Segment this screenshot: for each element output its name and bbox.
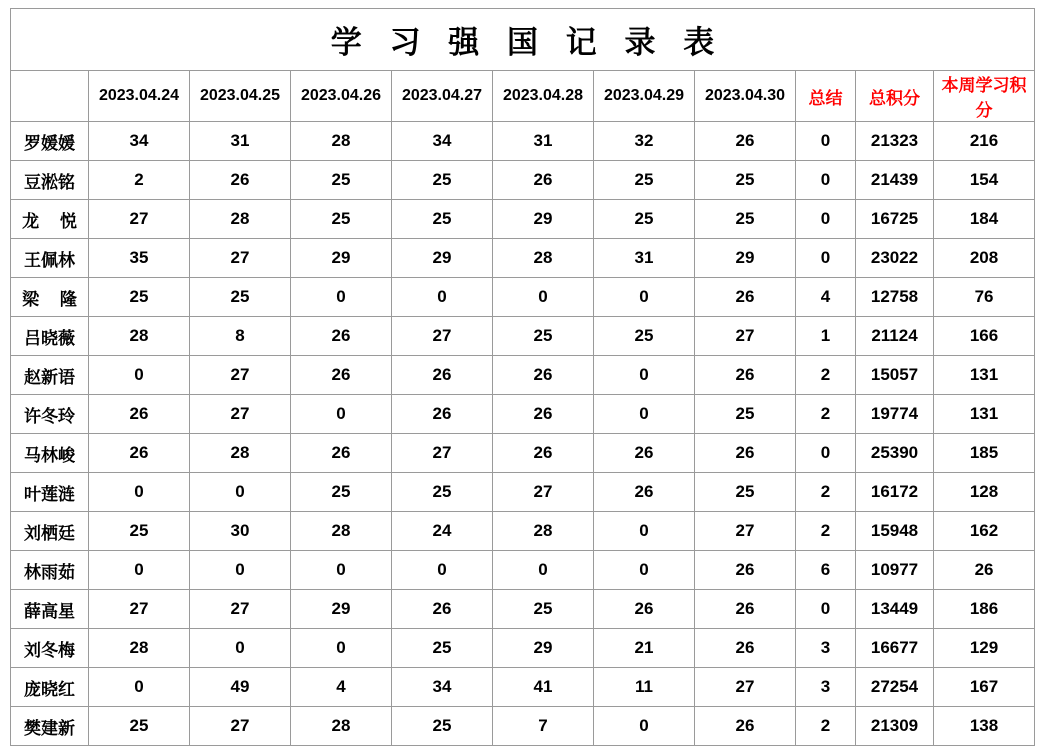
day-score-cell[interactable]: 27 — [695, 668, 796, 707]
day-score-cell[interactable]: 26 — [695, 590, 796, 629]
total-points-cell[interactable]: 16172 — [856, 473, 934, 512]
row-name-cell[interactable]: 王佩林 — [11, 239, 89, 278]
column-header-summary: 总结 — [796, 71, 856, 122]
week-points-cell[interactable]: 162 — [934, 512, 1035, 551]
day-score-cell[interactable]: 26 — [695, 434, 796, 473]
day-score-cell[interactable]: 25 — [392, 473, 493, 512]
week-points-cell[interactable]: 184 — [934, 200, 1035, 239]
summary-cell[interactable]: 0 — [796, 122, 856, 161]
day-score-cell[interactable]: 26 — [493, 356, 594, 395]
day-score-cell[interactable]: 27 — [190, 356, 291, 395]
table-row — [11, 356, 1035, 395]
day-score-cell[interactable]: 31 — [493, 122, 594, 161]
table-row — [11, 122, 1035, 161]
day-score-cell[interactable]: 28 — [291, 512, 392, 551]
day-score-cell[interactable]: 28 — [190, 200, 291, 239]
summary-cell[interactable]: 2 — [796, 473, 856, 512]
total-points-cell[interactable]: 12758 — [856, 278, 934, 317]
day-score-cell[interactable]: 29 — [291, 239, 392, 278]
total-points-cell[interactable]: 27254 — [856, 668, 934, 707]
day-score-cell[interactable]: 27 — [493, 473, 594, 512]
study-record-table — [10, 8, 1035, 746]
total-points-cell[interactable]: 23022 — [856, 239, 934, 278]
summary-cell[interactable]: 0 — [796, 434, 856, 473]
day-score-cell[interactable]: 2 — [89, 161, 190, 200]
week-points-cell[interactable]: 76 — [934, 278, 1035, 317]
day-score-cell[interactable]: 0 — [89, 551, 190, 590]
day-score-cell[interactable]: 28 — [89, 629, 190, 668]
day-score-cell[interactable]: 26 — [695, 356, 796, 395]
week-points-cell[interactable]: 216 — [934, 122, 1035, 161]
day-score-cell[interactable]: 28 — [190, 434, 291, 473]
day-score-cell[interactable]: 0 — [291, 278, 392, 317]
row-name-cell[interactable]: 叶莲涟 — [11, 473, 89, 512]
summary-cell[interactable]: 4 — [796, 278, 856, 317]
summary-cell[interactable]: 0 — [796, 200, 856, 239]
day-score-cell[interactable]: 26 — [594, 434, 695, 473]
total-points-cell[interactable]: 21439 — [856, 161, 934, 200]
total-points-cell[interactable]: 13449 — [856, 590, 934, 629]
day-score-cell[interactable]: 29 — [291, 590, 392, 629]
day-score-cell[interactable]: 27 — [190, 707, 291, 746]
day-score-cell[interactable]: 8 — [190, 317, 291, 356]
day-score-cell[interactable]: 25 — [291, 473, 392, 512]
day-score-cell[interactable]: 0 — [594, 395, 695, 434]
day-score-cell[interactable]: 0 — [89, 356, 190, 395]
day-score-cell[interactable]: 26 — [291, 317, 392, 356]
day-score-cell[interactable]: 26 — [291, 356, 392, 395]
day-score-cell[interactable]: 29 — [493, 200, 594, 239]
row-name-cell[interactable]: 许冬玲 — [11, 395, 89, 434]
day-score-cell[interactable]: 26 — [392, 590, 493, 629]
day-score-cell[interactable]: 26 — [594, 473, 695, 512]
day-score-cell[interactable]: 30 — [190, 512, 291, 551]
table-row — [11, 707, 1035, 746]
table-row — [11, 200, 1035, 239]
column-header-date-5: 2023.04.28 — [493, 71, 594, 122]
row-name-cell[interactable]: 豆淞铭 — [11, 161, 89, 200]
day-score-cell[interactable]: 34 — [392, 668, 493, 707]
table-row — [11, 395, 1035, 434]
column-header-date-1: 2023.04.24 — [89, 71, 190, 122]
row-name-cell[interactable]: 薛高星 — [11, 590, 89, 629]
day-score-cell[interactable]: 27 — [695, 512, 796, 551]
summary-cell[interactable]: 2 — [796, 395, 856, 434]
day-score-cell[interactable]: 27 — [392, 317, 493, 356]
day-score-cell[interactable]: 25 — [695, 161, 796, 200]
title-row — [11, 9, 1035, 71]
total-points-cell[interactable]: 10977 — [856, 551, 934, 590]
total-points-cell[interactable]: 16677 — [856, 629, 934, 668]
day-score-cell[interactable]: 25 — [392, 161, 493, 200]
column-header-total-points: 总积分 — [856, 71, 934, 122]
day-score-cell[interactable]: 34 — [392, 122, 493, 161]
table-row — [11, 590, 1035, 629]
day-score-cell[interactable]: 29 — [493, 629, 594, 668]
day-score-cell[interactable]: 25 — [594, 200, 695, 239]
row-name-cell[interactable]: 刘栖廷 — [11, 512, 89, 551]
page-title: 学 习 强 国 记 录 表 — [11, 9, 1035, 71]
day-score-cell[interactable]: 26 — [493, 161, 594, 200]
column-header-name — [11, 71, 89, 122]
day-score-cell[interactable]: 25 — [291, 200, 392, 239]
day-score-cell[interactable]: 0 — [291, 395, 392, 434]
day-score-cell[interactable]: 25 — [89, 278, 190, 317]
day-score-cell[interactable]: 31 — [594, 239, 695, 278]
summary-cell[interactable]: 2 — [796, 512, 856, 551]
day-score-cell[interactable]: 7 — [493, 707, 594, 746]
row-name-cell[interactable]: 龙 悦 — [11, 200, 89, 239]
table-row — [11, 161, 1035, 200]
day-score-cell[interactable]: 27 — [89, 200, 190, 239]
day-score-cell[interactable]: 11 — [594, 668, 695, 707]
total-points-cell[interactable]: 15057 — [856, 356, 934, 395]
day-score-cell[interactable]: 21 — [594, 629, 695, 668]
week-points-cell[interactable]: 129 — [934, 629, 1035, 668]
day-score-cell[interactable]: 26 — [89, 395, 190, 434]
week-points-cell[interactable]: 167 — [934, 668, 1035, 707]
column-header-week-points: 本周学习积分 — [934, 71, 1035, 122]
day-score-cell[interactable]: 26 — [695, 629, 796, 668]
day-score-cell[interactable]: 32 — [594, 122, 695, 161]
row-name-cell[interactable]: 罗媛媛 — [11, 122, 89, 161]
row-name-cell[interactable]: 庞晓红 — [11, 668, 89, 707]
week-points-cell[interactable]: 186 — [934, 590, 1035, 629]
total-points-cell[interactable]: 15948 — [856, 512, 934, 551]
day-score-cell[interactable]: 29 — [392, 239, 493, 278]
summary-cell[interactable]: 3 — [796, 629, 856, 668]
week-points-cell[interactable]: 154 — [934, 161, 1035, 200]
total-points-cell[interactable]: 19774 — [856, 395, 934, 434]
week-points-cell[interactable]: 185 — [934, 434, 1035, 473]
day-score-cell[interactable]: 29 — [695, 239, 796, 278]
week-points-cell[interactable]: 131 — [934, 395, 1035, 434]
day-score-cell[interactable]: 0 — [89, 668, 190, 707]
day-score-cell[interactable]: 31 — [190, 122, 291, 161]
day-score-cell[interactable]: 25 — [392, 200, 493, 239]
row-name-cell[interactable]: 樊建新 — [11, 707, 89, 746]
day-score-cell[interactable]: 25 — [594, 161, 695, 200]
day-score-cell[interactable]: 25 — [291, 161, 392, 200]
total-points-cell[interactable]: 21309 — [856, 707, 934, 746]
table-body — [11, 9, 1035, 746]
day-score-cell[interactable]: 25 — [695, 473, 796, 512]
day-score-cell[interactable]: 0 — [594, 551, 695, 590]
row-name-cell[interactable]: 林雨茹 — [11, 551, 89, 590]
day-score-cell[interactable]: 25 — [392, 629, 493, 668]
week-points-cell[interactable]: 208 — [934, 239, 1035, 278]
day-score-cell[interactable]: 0 — [291, 629, 392, 668]
summary-cell[interactable]: 3 — [796, 668, 856, 707]
day-score-cell[interactable]: 27 — [695, 317, 796, 356]
day-score-cell[interactable]: 25 — [493, 317, 594, 356]
day-score-cell[interactable]: 27 — [190, 239, 291, 278]
day-score-cell[interactable]: 0 — [493, 278, 594, 317]
day-score-cell[interactable]: 25 — [594, 317, 695, 356]
table-row — [11, 434, 1035, 473]
day-score-cell[interactable]: 49 — [190, 668, 291, 707]
week-points-cell[interactable]: 128 — [934, 473, 1035, 512]
day-score-cell[interactable]: 0 — [392, 551, 493, 590]
table-row — [11, 239, 1035, 278]
row-name-cell[interactable]: 马林峻 — [11, 434, 89, 473]
week-points-cell[interactable]: 138 — [934, 707, 1035, 746]
week-points-cell[interactable]: 166 — [934, 317, 1035, 356]
day-score-cell[interactable]: 0 — [291, 551, 392, 590]
summary-cell[interactable]: 0 — [796, 161, 856, 200]
day-score-cell[interactable]: 28 — [89, 317, 190, 356]
week-points-cell[interactable]: 131 — [934, 356, 1035, 395]
day-score-cell[interactable]: 0 — [190, 629, 291, 668]
day-score-cell[interactable]: 27 — [190, 395, 291, 434]
row-name-cell[interactable]: 梁 隆 — [11, 278, 89, 317]
table-header-row — [11, 71, 1035, 122]
total-points-cell[interactable]: 21124 — [856, 317, 934, 356]
day-score-cell[interactable]: 0 — [594, 278, 695, 317]
day-score-cell[interactable]: 26 — [695, 707, 796, 746]
day-score-cell[interactable]: 25 — [392, 707, 493, 746]
table-row — [11, 278, 1035, 317]
day-score-cell[interactable]: 27 — [89, 590, 190, 629]
table-row — [11, 551, 1035, 590]
table-row — [11, 317, 1035, 356]
day-score-cell[interactable]: 0 — [594, 707, 695, 746]
table-row — [11, 668, 1035, 707]
summary-cell[interactable]: 6 — [796, 551, 856, 590]
day-score-cell[interactable]: 0 — [594, 356, 695, 395]
table-row — [11, 512, 1035, 551]
column-header-date-7: 2023.04.30 — [695, 71, 796, 122]
day-score-cell[interactable]: 25 — [695, 200, 796, 239]
day-score-cell[interactable]: 28 — [493, 512, 594, 551]
day-score-cell[interactable]: 26 — [89, 434, 190, 473]
day-score-cell[interactable]: 0 — [190, 473, 291, 512]
day-score-cell[interactable]: 26 — [493, 434, 594, 473]
table-row — [11, 629, 1035, 668]
summary-cell[interactable]: 0 — [796, 239, 856, 278]
column-header-date-3: 2023.04.26 — [291, 71, 392, 122]
day-score-cell[interactable]: 26 — [594, 590, 695, 629]
day-score-cell[interactable]: 25 — [695, 395, 796, 434]
day-score-cell[interactable]: 26 — [392, 395, 493, 434]
day-score-cell[interactable]: 0 — [594, 512, 695, 551]
column-header-date-4: 2023.04.27 — [392, 71, 493, 122]
day-score-cell[interactable]: 26 — [190, 161, 291, 200]
day-score-cell[interactable]: 24 — [392, 512, 493, 551]
day-score-cell[interactable]: 25 — [89, 707, 190, 746]
day-score-cell[interactable]: 27 — [392, 434, 493, 473]
column-header-date-2: 2023.04.25 — [190, 71, 291, 122]
day-score-cell[interactable]: 26 — [291, 434, 392, 473]
row-name-cell[interactable]: 刘冬梅 — [11, 629, 89, 668]
day-score-cell[interactable]: 25 — [190, 278, 291, 317]
column-header-date-6: 2023.04.29 — [594, 71, 695, 122]
total-points-cell[interactable]: 25390 — [856, 434, 934, 473]
day-score-cell[interactable]: 28 — [291, 707, 392, 746]
day-score-cell[interactable]: 41 — [493, 668, 594, 707]
day-score-cell[interactable]: 4 — [291, 668, 392, 707]
day-score-cell[interactable]: 0 — [392, 278, 493, 317]
summary-cell[interactable]: 1 — [796, 317, 856, 356]
day-score-cell[interactable]: 28 — [493, 239, 594, 278]
summary-cell[interactable]: 2 — [796, 707, 856, 746]
row-name-cell[interactable]: 赵新语 — [11, 356, 89, 395]
row-name-cell[interactable]: 吕晓薇 — [11, 317, 89, 356]
day-score-cell[interactable]: 35 — [89, 239, 190, 278]
table-row — [11, 473, 1035, 512]
summary-cell[interactable]: 2 — [796, 356, 856, 395]
total-points-cell[interactable]: 21323 — [856, 122, 934, 161]
summary-cell[interactable]: 0 — [796, 590, 856, 629]
day-score-cell[interactable]: 27 — [190, 590, 291, 629]
week-points-cell[interactable]: 26 — [934, 551, 1035, 590]
day-score-cell[interactable]: 0 — [89, 473, 190, 512]
day-score-cell[interactable]: 26 — [695, 278, 796, 317]
day-score-cell[interactable]: 28 — [291, 122, 392, 161]
day-score-cell[interactable]: 26 — [493, 395, 594, 434]
day-score-cell[interactable]: 25 — [89, 512, 190, 551]
total-points-cell[interactable]: 16725 — [856, 200, 934, 239]
day-score-cell[interactable]: 34 — [89, 122, 190, 161]
day-score-cell[interactable]: 26 — [695, 122, 796, 161]
day-score-cell[interactable]: 26 — [695, 551, 796, 590]
day-score-cell[interactable]: 25 — [493, 590, 594, 629]
day-score-cell[interactable]: 0 — [190, 551, 291, 590]
day-score-cell[interactable]: 0 — [493, 551, 594, 590]
day-score-cell[interactable]: 26 — [392, 356, 493, 395]
